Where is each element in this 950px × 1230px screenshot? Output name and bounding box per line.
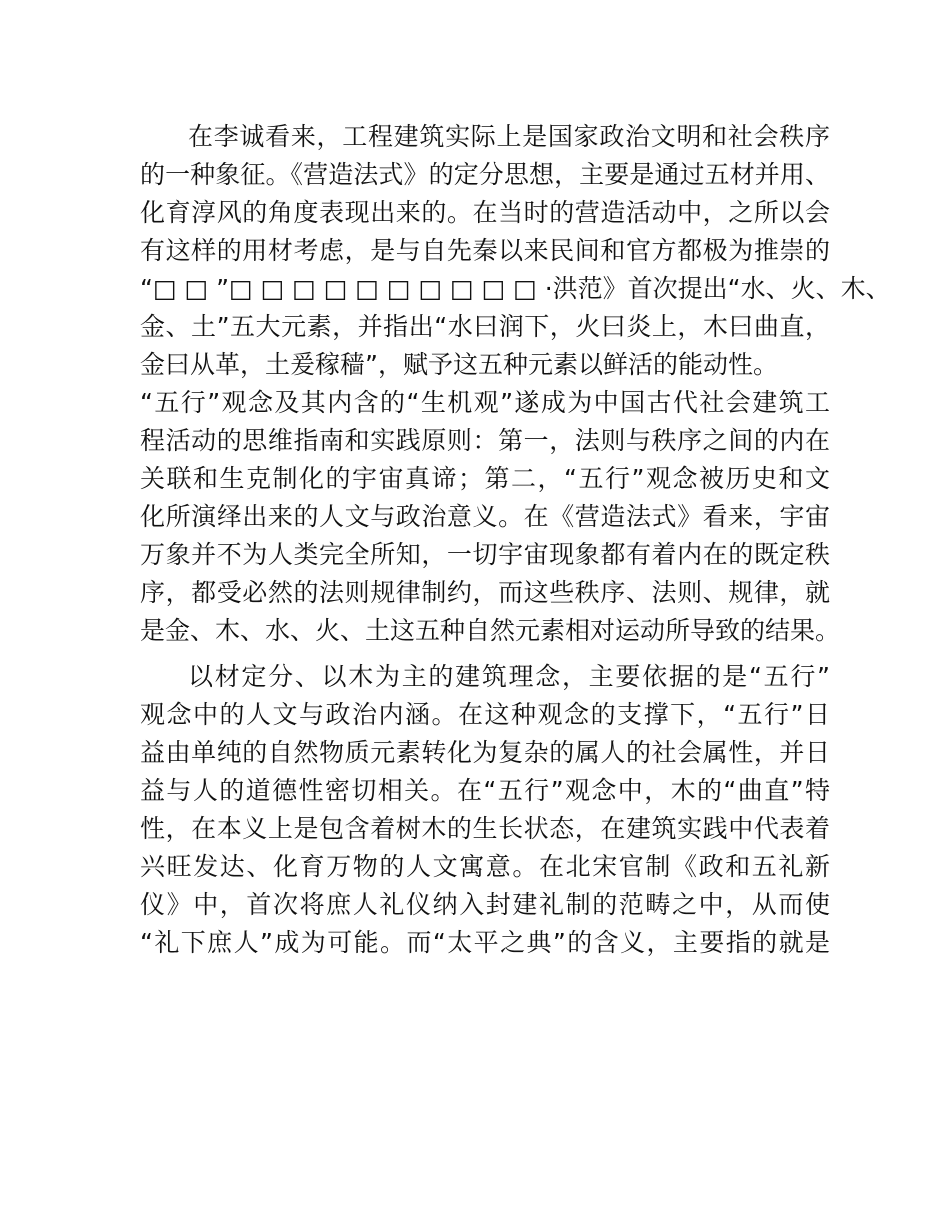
document-body xyxy=(140,118,891,962)
paragraph-line: “五行”观念及其内含的“生机观”遂成为中国古代社会建筑工 xyxy=(140,388,830,417)
paragraph-line: 观念中的人文与政治内涵。在这种观念的支撑下，“五行”日 xyxy=(140,700,830,729)
paragraph-line: 万象并不为人类完全所知，一切宇宙现象都有着内在的既定秩 xyxy=(140,540,830,569)
paragraph-line: 程活动的思维指南和实践原则：第一，法则与秩序之间的内在 xyxy=(140,426,830,455)
paragraph-1 xyxy=(140,118,891,650)
paragraph-line: 关联和生克制化的宇宙真谛；第二，“五行”观念被历史和文 xyxy=(140,464,830,493)
paragraph-2 xyxy=(140,658,830,962)
paragraph-line: 化所演绎出来的人文与政治意义。在《营造法式》看来，宇宙 xyxy=(140,502,830,531)
paragraph-line: 以材定分、以木为主的建筑理念，主要依据的是“五行” xyxy=(188,662,830,691)
paragraph-line: 性，在本义上是包含着树木的生长状态，在建筑实践中代表着 xyxy=(140,814,830,843)
paragraph-line: 金曰从革，土爰稼穑”，赋予这五种元素以鲜活的能动性。 xyxy=(140,350,778,379)
paragraph-line: “□ □ ”□ □ □ □ □ □ □ □ □ □ ·洪范》首次提出“水、火、木、 xyxy=(140,274,891,303)
paragraph-line: “礼下庶人”成为可能。而“太平之典”的含义，主要指的就是 xyxy=(140,928,830,957)
paragraph-line: 在李诚看来，工程建筑实际上是国家政治文明和社会秩序 xyxy=(188,122,830,151)
paragraph-line: 金、土”五大元素，并指出“水曰润下，火曰炎上，木曰曲直， xyxy=(140,312,830,341)
paragraph-line: 益与人的道德性密切相关。在“五行”观念中，木的“曲直”特 xyxy=(140,776,830,805)
paragraph-line: 有这样的用材考虑，是与自先秦以来民间和官方都极为推崇的 xyxy=(140,236,830,265)
paragraph-line: 仪》中，首次将庶人礼仪纳入封建礼制的范畴之中，从而使 xyxy=(140,890,830,919)
paragraph-line: 序，都受必然的法则规律制约，而这些秩序、法则、规律，就 xyxy=(140,578,830,607)
paragraph-line: 的一种象征。《营造法式》的定分思想，主要是通过五材并用、 xyxy=(140,160,830,189)
paragraph-line: 兴旺发达、化育万物的人文寓意。在北宋官制《政和五礼新 xyxy=(140,852,830,881)
paragraph-line: 化育淳风的角度表现出来的。在当时的营造活动中，之所以会 xyxy=(140,198,830,227)
paragraph-line: 益由单纯的自然物质元素转化为复杂的属人的社会属性，并日 xyxy=(140,738,830,767)
paragraph-line: 是金、木、水、火、土这五种自然元素相对运动所导致的结果。 xyxy=(140,616,841,645)
